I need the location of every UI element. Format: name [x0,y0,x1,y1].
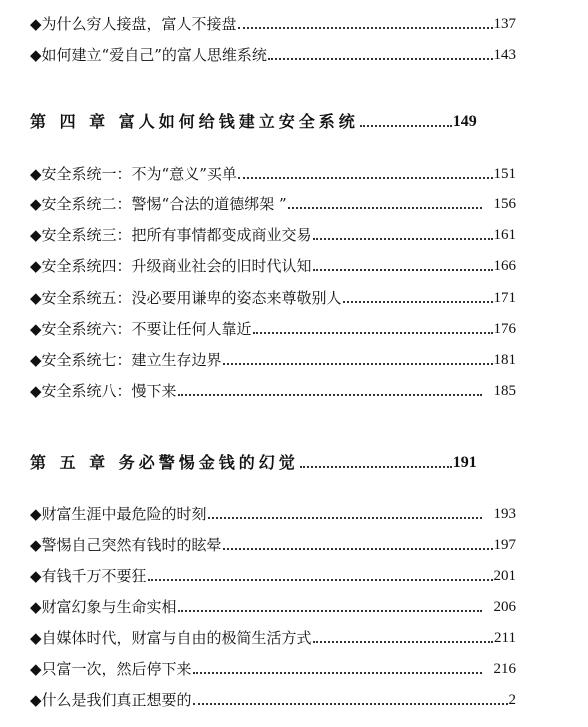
entry-page: 176 [493,321,516,337]
leader-dots [288,207,482,209]
entry-title: ◆为什么穷人接盘，富人不接盘 [30,15,237,33]
chapter-title: 第 五 章 务必警惕金钱的幻觉 [30,453,299,472]
leader-dots [360,125,452,127]
leader-dots [208,517,482,519]
leader-dots [238,177,493,179]
toc-entry [30,346,516,370]
entry-page: 201 [493,568,516,584]
leader-dots [178,394,482,396]
entry-page: 216 [493,661,516,677]
chapter-page: 149 [452,113,477,130]
entry-title: ◆安全系统七：建立生存边界 [30,351,222,369]
toc-entry [30,160,516,184]
entry-title: ◆如何建立“爱自己”的富人思维系统 [30,46,267,64]
chapter-page: 191 [452,454,477,471]
toc-entry [30,655,516,679]
entry-page: 185 [493,383,516,399]
entry-page: 197 [493,537,516,553]
entry-title: ◆安全系统六：不要让任何人靠近 [30,320,252,338]
entry-page: 156 [493,196,516,212]
entry-title: ◆只富一次，然后停下来 [30,660,192,678]
chapter-heading [30,108,516,132]
leader-dots [268,58,493,60]
leader-dots [313,238,493,240]
entry-page: 137 [493,16,516,32]
toc-entry [30,315,516,339]
entry-title: ◆警惕自己突然有钱时的眩晕 [30,536,222,554]
entry-page: 2 [508,692,516,708]
leader-dots [193,703,508,705]
toc-entry [30,377,516,401]
toc-entry [30,41,516,65]
leader-dots [313,269,493,271]
leader-dots [223,363,493,365]
entry-title: ◆自媒体时代，财富与自由的极简生活方式 [30,629,312,647]
entry-page: 206 [493,599,516,615]
leader-dots [343,301,493,303]
toc-entry [30,624,516,648]
entry-title: ◆有钱千万不要狂 [30,567,147,585]
toc-entry [30,686,516,710]
entry-page: 143 [493,47,516,63]
entry-page: 166 [493,258,516,274]
leader-dots [238,27,493,29]
chapter-heading [30,449,516,473]
entry-title: ◆什么是我们真正想要的 [30,691,192,709]
entry-title: ◆安全系统二：警惕“合法的道德绑架 ” [30,195,287,213]
leader-dots [253,332,493,334]
entry-title: ◆安全系统八：慢下来 [30,382,177,400]
toc-entry [30,500,516,524]
toc-entry [30,593,516,617]
toc-entry [30,284,516,308]
entry-page: 193 [493,506,516,522]
leader-dots [193,672,482,674]
chapter-title: 第 四 章 富人如何给钱建立安全系统 [30,112,359,131]
toc-entry [30,252,516,276]
entry-title: ◆财富生涯中最危险的时刻 [30,505,207,523]
entry-title: ◆财富幻象与生命实相 [30,598,177,616]
leader-dots [148,579,493,581]
toc-entry [30,562,516,586]
entry-title: ◆安全系统五：没必要用谦卑的姿态来尊敬别人 [30,289,342,307]
entry-page: 151 [493,166,516,182]
entry-page: 161 [493,227,516,243]
entry-page: 181 [493,352,516,368]
leader-dots [300,466,452,468]
toc-entry [30,190,516,214]
leader-dots [223,548,493,550]
leader-dots [313,641,494,643]
entry-title: ◆安全系统一：不为“意义”买单 [30,165,237,183]
entry-title: ◆安全系统三：把所有事情都变成商业交易 [30,226,312,244]
leader-dots [178,610,482,612]
toc-entry [30,221,516,245]
entry-title: ◆安全系统四：升级商业社会的旧时代认知 [30,257,312,275]
entry-page: 171 [493,290,516,306]
entry-page: 211 [494,630,516,646]
toc-entry [30,531,516,555]
toc-entry [30,10,516,34]
